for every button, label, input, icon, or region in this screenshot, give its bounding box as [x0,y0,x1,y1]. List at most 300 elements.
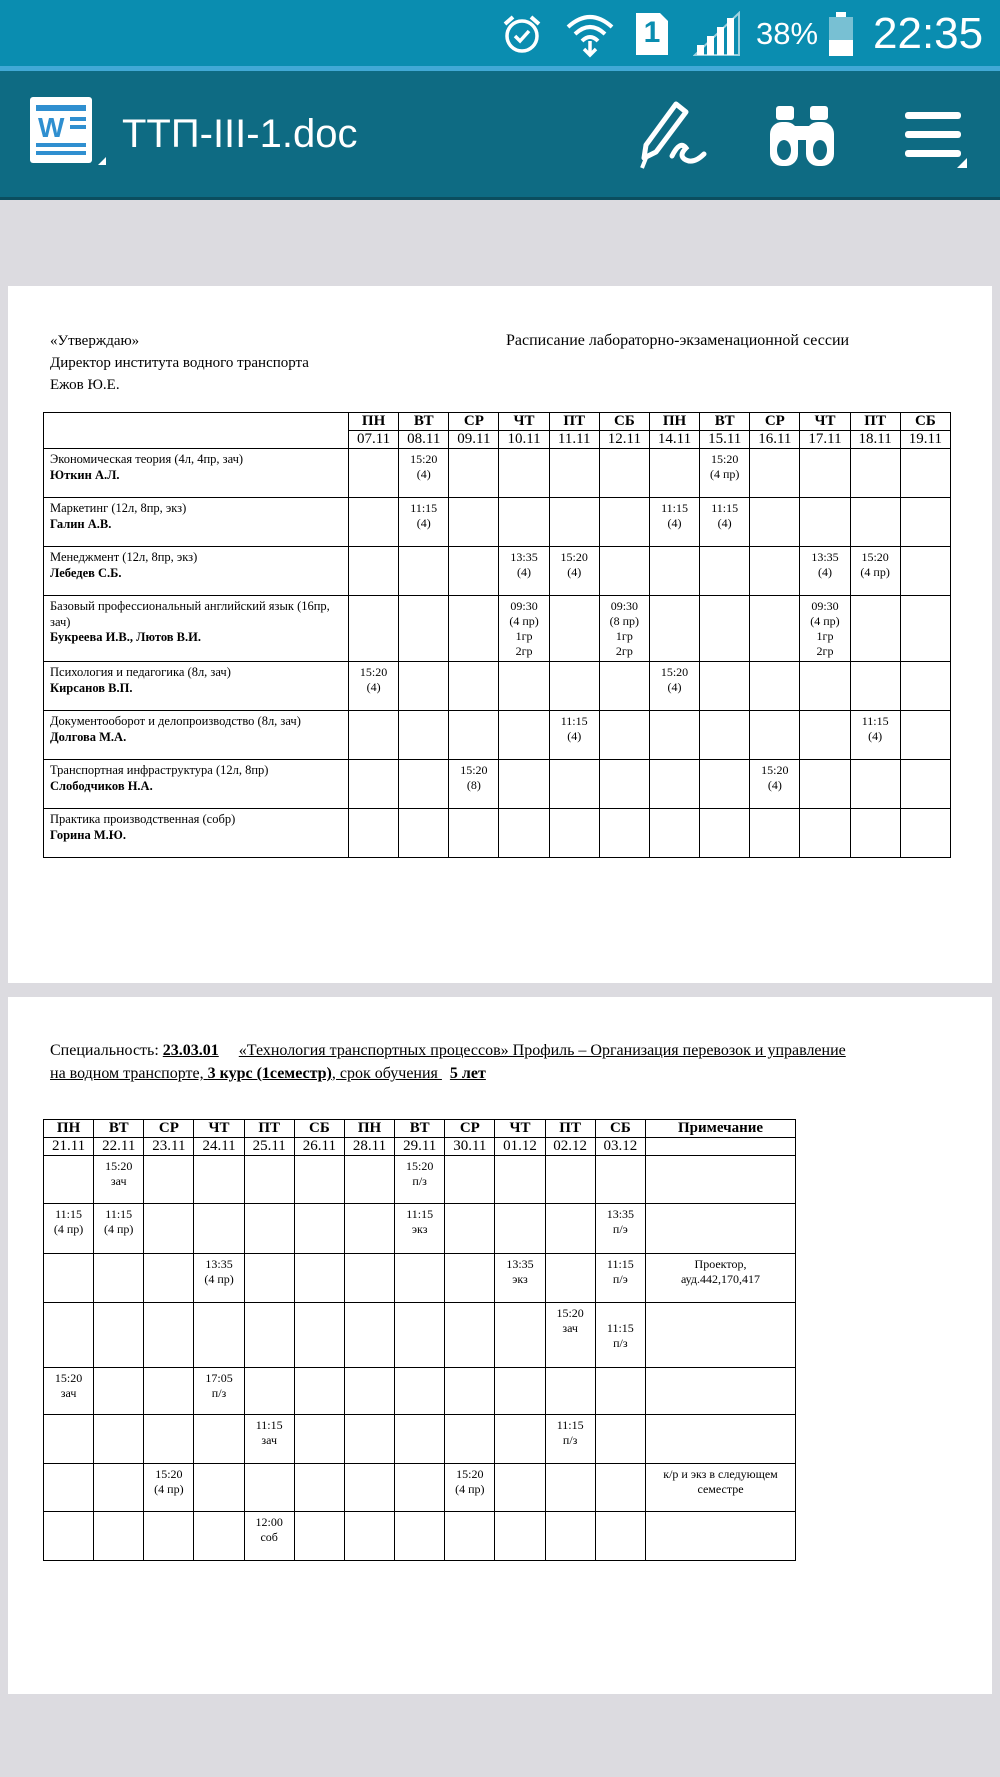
schedule-cell [595,1156,645,1204]
schedule-cell [800,711,850,760]
table-corner-cell [44,413,349,449]
schedule-cell [850,760,900,809]
schedule-cell: 11:15 экз [395,1204,445,1254]
schedule-cell: 11:15 (4) [850,711,900,760]
specialty-duration-label: , срок обучения [331,1065,442,1082]
day-header-row [44,1120,796,1138]
schedule-cell [595,1464,645,1512]
date-header-11: 02.12 [545,1138,595,1156]
schedule-cell [194,1512,244,1561]
schedule-cell: 15:20 (4) [750,760,800,809]
schedule-cell [44,1512,94,1561]
schedule-cell: 15:20 (4) [349,662,399,711]
subject-cell [44,711,349,760]
schedule-cell [750,547,800,596]
schedule-cell [800,760,850,809]
day-header-1: ПН [44,1120,94,1138]
schedule-cell [344,1156,394,1204]
schedule-cell [399,809,449,858]
date-header-3: 23.11 [144,1138,194,1156]
date-header-4: 10.11 [499,431,549,449]
schedule-cell [344,1368,394,1415]
day-header-8: ВТ [395,1120,445,1138]
day-header-6: СБ [294,1120,344,1138]
subject-cell [44,809,349,858]
schedule-cell [144,1156,194,1204]
schedule-cell [344,1204,394,1254]
day-header-10: ЧТ [800,413,850,431]
subject-cell [44,547,349,596]
schedule-cell [499,498,549,547]
schedule-cell [294,1156,344,1204]
subject-cell [44,498,349,547]
schedule-cell [399,596,449,662]
schedule-cell [445,1415,495,1464]
schedule-cell [599,760,649,809]
subject-name: Психология и педагогика (8л, зач) [50,665,231,679]
pen-icon[interactable] [625,91,715,181]
schedule-cell [549,596,599,662]
schedule-cell [545,1254,595,1303]
schedule-cell [94,1368,144,1415]
schedule-cell [599,449,649,498]
schedule-cell: 11:15 (4 пр) [94,1204,144,1254]
schedule-cell [700,662,750,711]
schedule-cell [545,1204,595,1254]
schedule-cell [599,498,649,547]
schedule-cell [800,809,850,858]
subject-cell [44,449,349,498]
schedule-cell [94,1254,144,1303]
date-header-row [44,1138,796,1156]
schedule-cell: 13:35 п/э [595,1204,645,1254]
specialty-transport: на водном транспорте, [50,1065,208,1082]
day-header-3: СР [449,413,499,431]
date-header-9: 16.11 [750,431,800,449]
schedule-cell [395,1415,445,1464]
schedule-cell [349,809,399,858]
subject-name: Менеджмент (12л, 8пр, экз) [50,550,198,564]
day-header-row [44,413,951,431]
subject-name: Транспортная инфраструктура (12л, 8пр) [50,763,269,777]
schedule-cell: 09:30 (4 пр) 1гр 2гр [499,596,549,662]
schedule-table-2 [43,1119,796,1561]
schedule-cell [449,449,499,498]
day-header-9: СР [750,413,800,431]
table-row [44,596,951,662]
schedule-cell [549,809,599,858]
schedule-cell [44,1303,94,1368]
note-header: Примечание [646,1120,796,1138]
date-header-1: 07.11 [349,431,399,449]
schedule-cell [700,596,750,662]
schedule-cell [700,547,750,596]
schedule-cell: 15:20 (4 пр) [700,449,750,498]
table-row [44,809,951,858]
day-header-4: ЧТ [194,1120,244,1138]
schedule-cell [449,498,499,547]
day-header-12: СБ [900,413,950,431]
date-header-8: 29.11 [395,1138,445,1156]
day-header-8: ВТ [700,413,750,431]
day-header-4: ЧТ [499,413,549,431]
table-row [44,1156,796,1204]
schedule-cell [649,596,699,662]
schedule-cell [144,1415,194,1464]
note-cell [646,1156,796,1204]
date-header-2: 08.11 [399,431,449,449]
schedule-cell [194,1204,244,1254]
schedule-cell [495,1415,545,1464]
schedule-cell [399,760,449,809]
schedule-cell [649,711,699,760]
schedule-cell: 09:30 (8 пр) 1гр 2гр [599,596,649,662]
schedule-cell [349,498,399,547]
schedule-cell [750,498,800,547]
schedule-cell [800,498,850,547]
schedule-cell: 11:15 п/э [595,1254,645,1303]
note-cell [646,1303,796,1368]
schedule-cell [244,1464,294,1512]
schedule-cell [144,1254,194,1303]
schedule-cell [44,1254,94,1303]
schedule-cell: 15:20 зач [94,1156,144,1204]
schedule-cell [499,760,549,809]
schedule-cell [399,662,449,711]
schedule-cell: 15:20 п/з [395,1156,445,1204]
schedule-cell [549,449,599,498]
word-doc-icon[interactable] [22,89,112,179]
day-header-2: ВТ [399,413,449,431]
schedule-cell [750,711,800,760]
schedule-cell [94,1512,144,1561]
subject-name: Практика производственная (собр) [50,812,236,826]
subject-cell [44,596,349,662]
schedule-cell: 13:35 (4) [800,547,850,596]
schedule-cell [595,1415,645,1464]
note-cell [646,1204,796,1254]
schedule-cell: 15:20 (4 пр) [144,1464,194,1512]
schedule-cell: 11:15 (4) [700,498,750,547]
schedule-cell [595,1368,645,1415]
schedule-cell: 11:15 (4) [399,498,449,547]
schedule-cell [700,809,750,858]
schedule-cell [495,1303,545,1368]
schedule-cell [144,1512,194,1561]
date-header-6: 26.11 [294,1138,344,1156]
day-header-9: СР [445,1120,495,1138]
schedule-cell [344,1415,394,1464]
teacher-name: Долгова М.А. [50,729,127,744]
schedule-cell [750,662,800,711]
day-header-11: ПТ [850,413,900,431]
schedule-table-1 [43,412,951,858]
schedule-cell [344,1464,394,1512]
specialty-block [50,1039,950,1085]
date-header-9: 30.11 [445,1138,495,1156]
schedule-cell [445,1156,495,1204]
note-cell [646,1512,796,1561]
schedule-cell [599,711,649,760]
schedule-cell [445,1512,495,1561]
schedule-cell [244,1368,294,1415]
schedule-cell [545,1368,595,1415]
schedule-cell [900,662,950,711]
signal-icon [693,0,741,68]
schedule-cell [395,1512,445,1561]
schedule-title: Расписание лабораторно-экзаменационной сессии [506,332,850,349]
schedule-cell [194,1303,244,1368]
schedule-cell [850,498,900,547]
schedule-cell [349,760,399,809]
schedule-cell: 13:35 (4) [499,547,549,596]
schedule-cell [399,711,449,760]
schedule-cell [349,547,399,596]
schedule-cell [599,662,649,711]
schedule-cell [499,662,549,711]
day-header-5: ПТ [549,413,599,431]
schedule-cell [449,711,499,760]
schedule-cell [750,809,800,858]
schedule-cell [495,1156,545,1204]
teacher-name: Юткин А.Л. [50,467,120,482]
schedule-cell [349,596,399,662]
schedule-cell [545,1156,595,1204]
specialty-name: «Технология транспортных процессов» Профиль – Организация перевозок и управление [238,1042,846,1059]
schedule-cell [649,547,699,596]
schedule-cell [344,1303,394,1368]
schedule-cell [900,449,950,498]
day-header-12: СБ [595,1120,645,1138]
teacher-name: Кирсанов В.П. [50,680,133,695]
schedule-cell [144,1303,194,1368]
date-header-10: 17.11 [800,431,850,449]
schedule-cell [900,760,950,809]
status-bar [0,0,1000,68]
table-row [44,1464,796,1512]
date-header-11: 18.11 [850,431,900,449]
schedule-cell [449,809,499,858]
menu-icon[interactable] [890,91,980,181]
specialty-line-2 [50,1062,950,1085]
schedule-cell [499,809,549,858]
date-header-2: 22.11 [94,1138,144,1156]
note-cell: к/р и экз в следующем семестре [646,1464,796,1512]
day-header-11: ПТ [545,1120,595,1138]
date-header-5: 11.11 [549,431,599,449]
subject-name: Экономическая теория (4л, 4пр, зач) [50,452,244,466]
schedule-cell [900,596,950,662]
approve-line-2: Директор института водного транспорта [50,355,309,371]
note-cell [646,1415,796,1464]
table-row [44,449,951,498]
schedule-cell [800,449,850,498]
binoculars-icon[interactable] [757,91,847,181]
schedule-cell [750,449,800,498]
subject-name: Базовый профессиональный английский язык (16пр, зач) [50,599,330,629]
table-row [44,662,951,711]
schedule-cell [549,498,599,547]
sim-icon [634,0,670,68]
schedule-cell [850,596,900,662]
schedule-cell [294,1254,344,1303]
schedule-cell: 11:15 п/з [595,1303,645,1368]
approve-line-3: Ежов Ю.Е. [50,377,120,393]
schedule-cell [599,547,649,596]
schedule-cell [194,1464,244,1512]
teacher-name: Слободчиков Н.А. [50,778,153,793]
approve-line-1: «Утверждаю» [50,333,140,349]
schedule-cell [194,1156,244,1204]
schedule-cell [499,449,549,498]
day-header-6: СБ [599,413,649,431]
schedule-cell [900,809,950,858]
schedule-cell [294,1204,344,1254]
schedule-cell [495,1512,545,1561]
schedule-cell [445,1254,495,1303]
schedule-cell [900,711,950,760]
schedule-cell [294,1368,344,1415]
schedule-cell [449,662,499,711]
schedule-cell [595,1512,645,1561]
schedule-cell: 09:30 (4 пр) 1гр 2гр [800,596,850,662]
schedule-cell: 15:20 (4) [399,449,449,498]
schedule-cell [850,809,900,858]
table-row [44,547,951,596]
specialty-line-1 [50,1039,950,1062]
schedule-cell [545,1512,595,1561]
specialty-duration: 5 лет [449,1065,486,1082]
note-cell: Проектор, ауд.442,170,417 [646,1254,796,1303]
schedule-cell [395,1303,445,1368]
document-page-1 [8,286,992,983]
schedule-cell [449,596,499,662]
schedule-cell [495,1368,545,1415]
document-title: ТТП-III-1.doc [122,111,358,156]
schedule-cell [850,662,900,711]
day-header-1: ПН [349,413,399,431]
schedule-cell [850,449,900,498]
schedule-cell: 15:20 зач [44,1368,94,1415]
subject-cell [44,760,349,809]
app-bar [0,71,1000,200]
schedule-cell [750,596,800,662]
table-row [44,760,951,809]
teacher-name: Горина М.Ю. [50,827,126,842]
schedule-cell [244,1254,294,1303]
schedule-cell: 15:20 (8) [449,760,499,809]
schedule-cell [599,809,649,858]
date-header-1: 21.11 [44,1138,94,1156]
table-row [44,498,951,547]
date-header-10: 01.12 [495,1138,545,1156]
schedule-cell [395,1464,445,1512]
schedule-cell [194,1415,244,1464]
schedule-cell: 13:35 экз [495,1254,545,1303]
day-header-7: ПН [649,413,699,431]
schedule-cell [395,1368,445,1415]
subject-name: Документооборот и делопроизводство (8л, зач) [50,714,301,728]
table-row [44,1368,796,1415]
schedule-cell [700,711,750,760]
schedule-cell: 15:20 (4 пр) [445,1464,495,1512]
schedule-cell [445,1204,495,1254]
schedule-cell [495,1204,545,1254]
schedule-cell [900,547,950,596]
schedule-cell [244,1204,294,1254]
schedule-cell [549,760,599,809]
schedule-cell [549,662,599,711]
schedule-cell [445,1368,495,1415]
battery-icon [828,0,854,68]
alarm-icon [500,0,544,68]
schedule-cell [349,449,399,498]
day-header-5: ПТ [244,1120,294,1138]
date-header-3: 09.11 [449,431,499,449]
schedule-cell [395,1254,445,1303]
schedule-cell [144,1204,194,1254]
schedule-cell [499,711,549,760]
specialty-course: 3 курс (1семестр) [207,1065,332,1082]
table-row [44,711,951,760]
note-cell [646,1368,796,1415]
schedule-cell: 13:35 (4 пр) [194,1254,244,1303]
schedule-cell [294,1464,344,1512]
sim-slot-number: 1 [643,16,661,49]
wifi-icon [565,0,615,68]
note-date-cell [646,1138,796,1156]
schedule-cell: 11:15 (4 пр) [44,1204,94,1254]
schedule-cell [294,1512,344,1561]
battery-percent: 38% [756,16,819,51]
schedule-cell: 11:15 п/з [545,1415,595,1464]
schedule-cell [649,760,699,809]
schedule-cell [649,449,699,498]
schedule-cell: 17:05 п/з [194,1368,244,1415]
schedule-cell [800,662,850,711]
subject-cell [44,662,349,711]
schedule-cell [44,1156,94,1204]
status-clock: 22:35 [873,9,984,58]
schedule-cell [449,547,499,596]
table-row [44,1204,796,1254]
date-header-6: 12.11 [599,431,649,449]
schedule-cell [349,711,399,760]
schedule-cell [344,1512,394,1561]
day-header-7: ПН [344,1120,394,1138]
schedule-cell: 15:20 зач [545,1303,595,1368]
schedule-cell: 11:15 (4) [649,498,699,547]
schedule-cell [294,1303,344,1368]
teacher-name: Букреева И.В., Лютов В.И. [50,630,201,644]
subject-name: Маркетинг (12л, 8пр, экз) [50,501,187,515]
date-header-8: 15.11 [700,431,750,449]
schedule-cell [144,1368,194,1415]
teacher-name: Лебедев С.Б. [50,565,122,580]
schedule-cell [44,1415,94,1464]
day-header-2: ВТ [94,1120,144,1138]
schedule-cell [445,1303,495,1368]
date-header-5: 25.11 [244,1138,294,1156]
schedule-cell [700,760,750,809]
table-row [44,1303,796,1368]
schedule-cell [399,547,449,596]
schedule-cell: 12:00 соб [244,1512,294,1561]
schedule-cell [495,1464,545,1512]
schedule-cell [649,809,699,858]
schedule-cell [294,1415,344,1464]
table-row [44,1415,796,1464]
